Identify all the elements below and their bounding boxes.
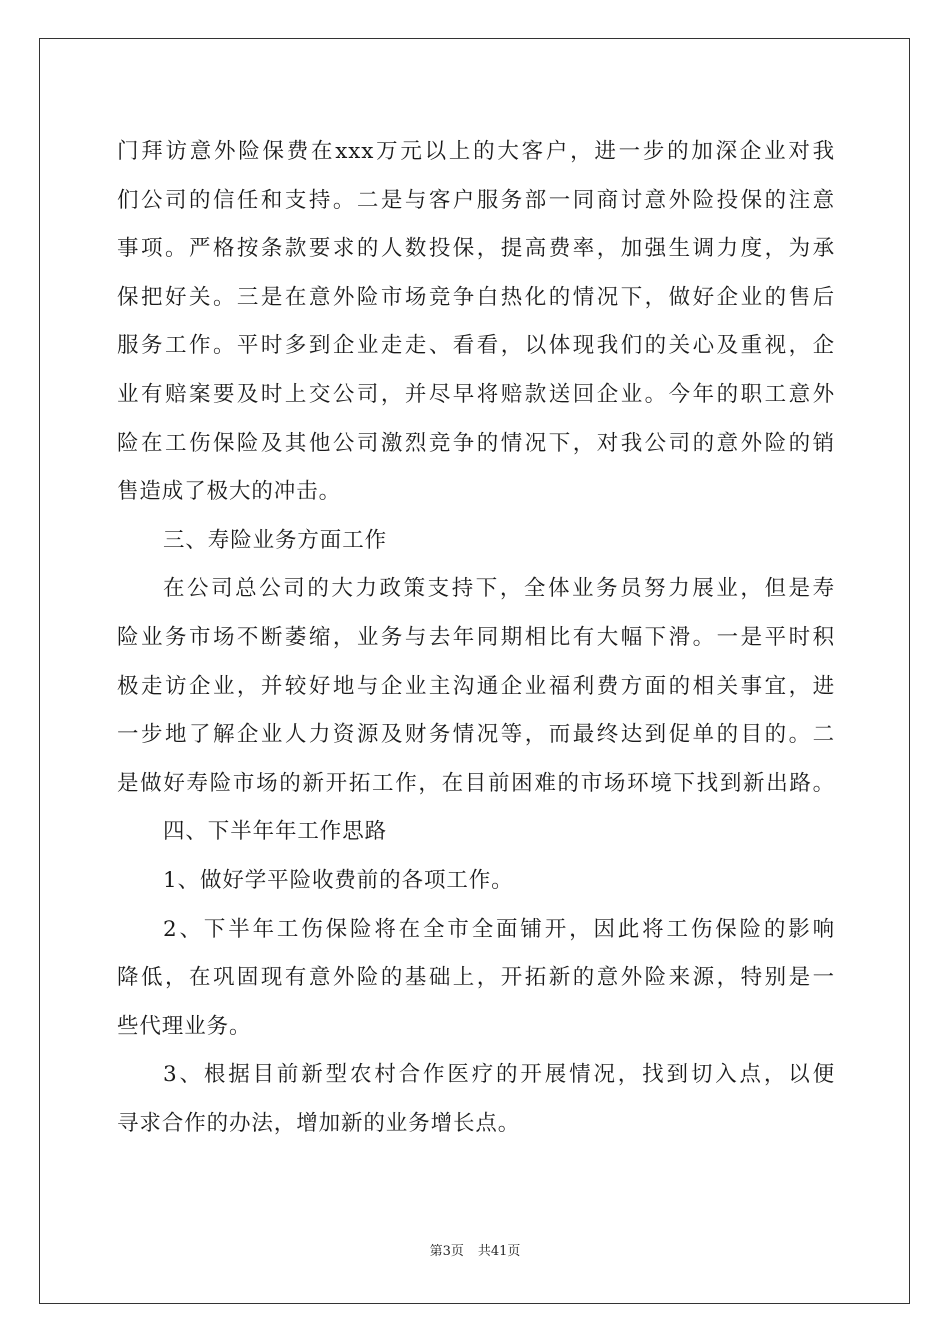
list-item xyxy=(117,1051,835,1148)
paragraph xyxy=(117,565,835,808)
text-line: 是做好寿险市场的新开拓工作，在目前困难的市场环境下找到新出路。 xyxy=(117,770,835,796)
text-line: 一步地了解企业人力资源及财务情况等，而最终达到促单的目的。二 xyxy=(117,722,835,748)
text-line: 3、根据目前新型农村合作医疗的开展情况，找到切入点，以便 xyxy=(163,1062,835,1088)
page-number: 第3页 xyxy=(429,1244,464,1259)
section-heading xyxy=(117,517,835,566)
list-item xyxy=(117,857,835,906)
list-item xyxy=(117,906,835,1052)
text-line: 保把好关。三是在意外险市场竞争白热化的情况下，做好企业的售后 xyxy=(117,284,835,310)
text-line: 们公司的信任和支持。二是与客户服务部一同商讨意外险投保的注意 xyxy=(117,187,835,213)
text-line: 售造成了极大的冲击。 xyxy=(117,479,342,505)
text-line: 些代理业务。 xyxy=(117,1013,252,1039)
page-footer xyxy=(0,1240,950,1259)
text-line: 降低，在巩固现有意外险的基础上，开拓新的意外险来源，特别是一 xyxy=(117,965,835,991)
text-line: 在公司总公司的大力政策支持下，全体业务员努力展业，但是寿 xyxy=(163,576,835,602)
text-line: 三、寿险业务方面工作 xyxy=(163,527,388,553)
text-line: 极走访企业，并较好地与企业主沟通企业福利费方面的相关事宜，进 xyxy=(117,673,835,699)
text-line: 业有赔案要及时上交公司，并尽早将赔款送回企业。今年的职工意外 xyxy=(117,381,835,407)
text-line: 门拜访意外险保费在xxx万元以上的大客户，进一步的加深企业对我 xyxy=(117,139,835,164)
paragraph xyxy=(117,128,835,517)
text-line: 四、下半年年工作思路 xyxy=(163,819,388,845)
text-line: 事项。严格按条款要求的人数投保，提高费率，加强生调力度，为承 xyxy=(117,236,835,262)
page-total: 共41页 xyxy=(477,1244,521,1259)
document-body xyxy=(117,128,835,1148)
text-line: 险业务市场不断萎缩，业务与去年同期相比有大幅下滑。一是平时积 xyxy=(117,624,835,650)
text-line: 寻求合作的办法，增加新的业务增长点。 xyxy=(117,1110,521,1136)
text-line: 1、做好学平险收费前的各项工作。 xyxy=(163,867,514,893)
section-heading xyxy=(117,808,835,857)
text-line: 2、下半年工伤保险将在全市全面铺开，因此将工伤保险的影响 xyxy=(163,916,835,942)
text-line: 险在工伤保险及其他公司激烈竞争的情况下，对我公司的意外险的销 xyxy=(117,430,835,456)
text-line: 服务工作。平时多到企业走走、看看，以体现我们的关心及重视，企 xyxy=(117,333,835,359)
